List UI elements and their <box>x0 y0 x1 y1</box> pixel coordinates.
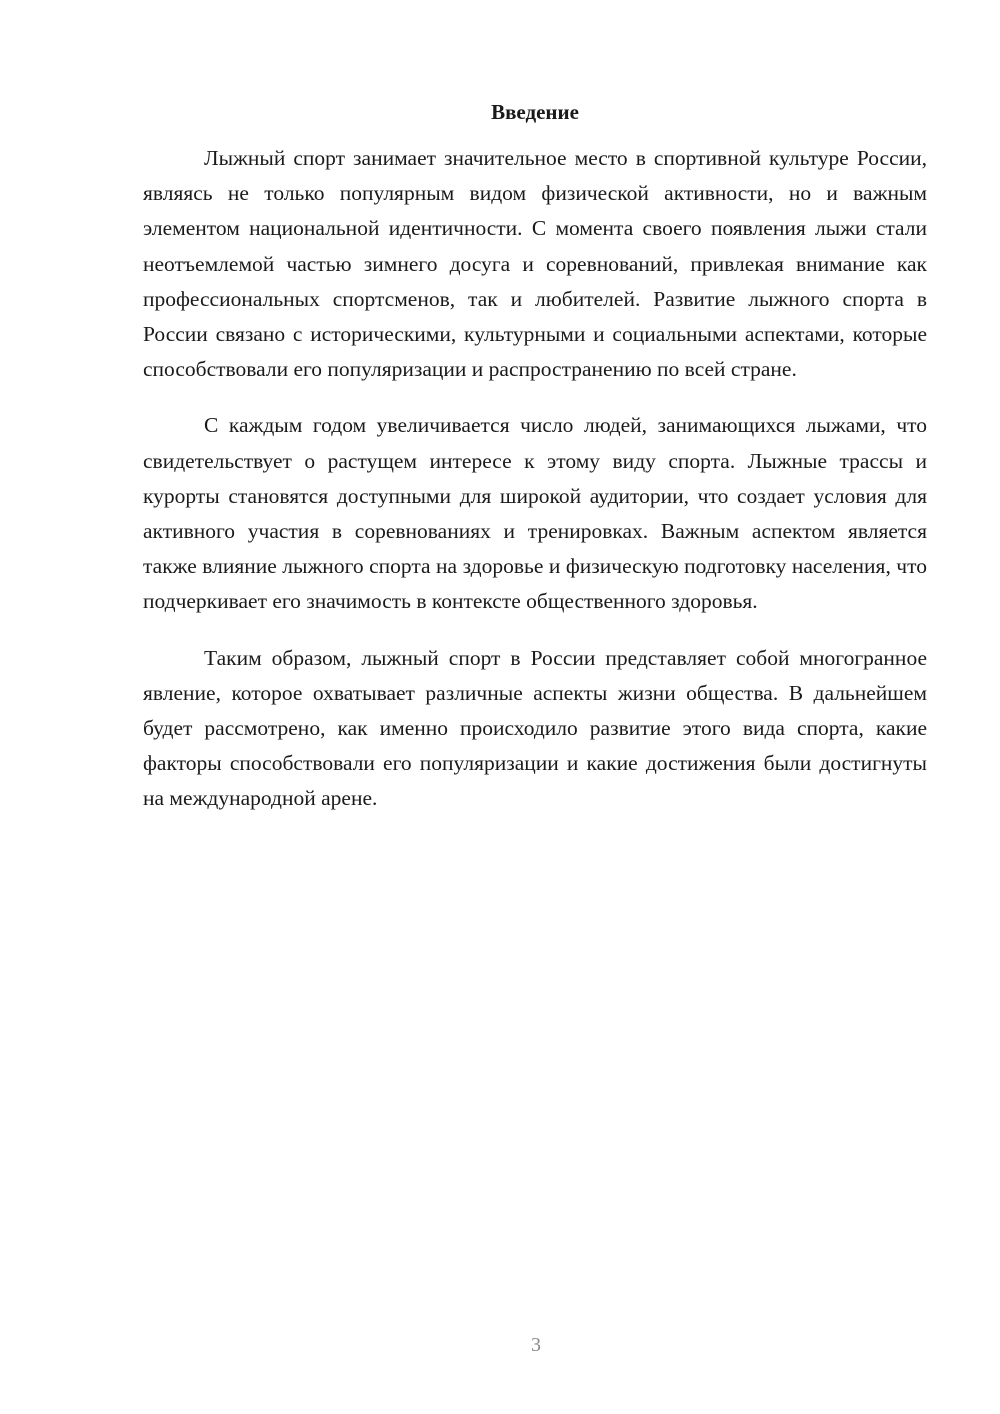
section-heading: Введение <box>491 100 579 124</box>
body-text <box>143 141 927 838</box>
page-number: 3 <box>531 1334 541 1356</box>
paragraph-2: С каждым годом увеличивается число людей, занимающихся лыжами, что свидетельствует о растущем интересе к этому виду спорта. Лыжные трассы и курорты становятся доступными для широкой аудитории, что создает условия для активного участия в соревнованиях и тренировках. Важным аспектом является также влияние лыжного спорта на здоровье и физическую подготовку населения, что подчеркивает его значимость в контексте общественного здоровья. <box>143 413 927 614</box>
paragraph-1: Лыжный спорт занимает значительное место в спортивной культуре России, являясь не только популярным видом физической активности, но и важным элементом национальной идентичности. С момента своего появления лыжи стали неотъемлемой частью зимнего досуга и соревнований, привлекая внимание как профессиональных спортсменов, так и любителей. Развитие лыжного спорта в России связано с историческими, культурными и социальными аспектами, которые способствовали его популяризации и распространению по всей стране. <box>143 146 927 382</box>
paragraph-3: Таким образом, лыжный спорт в России представляет собой многогранное явление, которое охватывает различные аспекты жизни общества. В дальнейшем будет рассмотрено, как именно происходило развитие этого вида спорта, какие факторы способствовали его популяризации и какие достижения были достигнуты на международной арене. <box>143 645 927 811</box>
